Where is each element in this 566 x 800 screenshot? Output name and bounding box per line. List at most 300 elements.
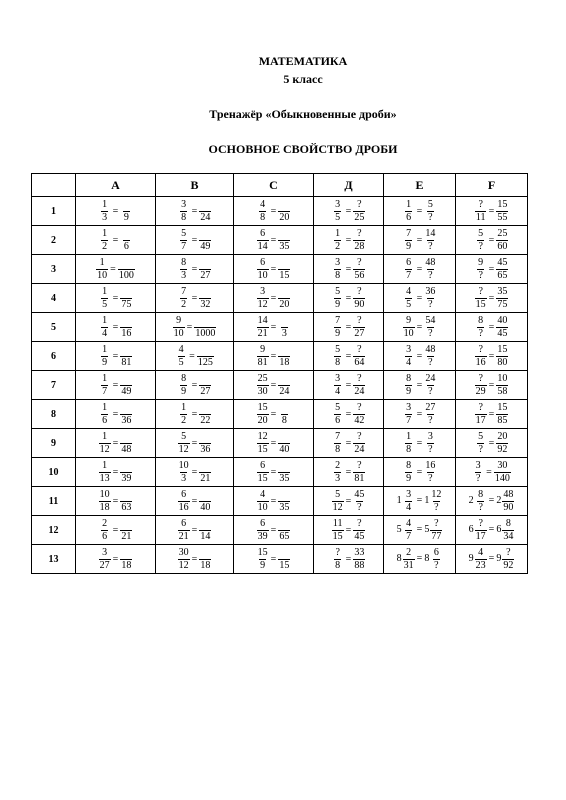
fraction (403, 374, 415, 397)
denominator: 63 (121, 502, 132, 513)
fraction (475, 490, 487, 513)
exercise-cell (234, 545, 314, 574)
numerator: 6 (260, 228, 266, 239)
denominator: 2 (181, 299, 187, 310)
numerator: 8 (406, 460, 412, 471)
numerator: 25 (257, 373, 268, 384)
denominator: 3 (181, 473, 187, 484)
denominator: 8 (335, 357, 341, 368)
fraction (353, 258, 365, 281)
row-number: 10 (32, 458, 76, 487)
denominator: 8 (335, 270, 341, 281)
denominator: ? (478, 270, 483, 281)
fraction (332, 490, 344, 513)
fraction (403, 200, 415, 223)
exercise-cell (76, 284, 156, 313)
denominator: ? (428, 386, 433, 397)
exercise-cell (234, 313, 314, 342)
l-side (99, 316, 111, 339)
numerator: 5 (335, 344, 341, 355)
fraction-equation (178, 519, 212, 542)
trainer-title: Тренажёр «Обыкновенные дроби» (209, 107, 397, 121)
r-side (353, 490, 365, 513)
whole-number: 5 (424, 524, 430, 535)
denominator: 8 (335, 560, 341, 571)
numerator: 3 (406, 488, 412, 500)
numerator: 3 (260, 286, 266, 297)
numerator: 5 (478, 228, 484, 239)
fraction (475, 345, 487, 368)
numerator: 1 (102, 402, 108, 413)
equals-sign: = (191, 495, 198, 507)
denominator: 20 (279, 299, 290, 310)
equals-sign: = (345, 437, 352, 449)
r-side (199, 490, 211, 513)
numerator (122, 316, 132, 327)
fraction (353, 200, 365, 223)
exercise-cell (76, 226, 156, 255)
numerator (201, 200, 211, 211)
equals-sign: = (488, 234, 495, 246)
numerator: 4 (260, 489, 266, 500)
numerator: 48 (425, 344, 436, 355)
denominator: 9 (260, 560, 266, 571)
numerator: ? (357, 402, 362, 413)
fraction (99, 374, 111, 397)
exercise-cell (156, 284, 234, 313)
l-side (332, 548, 344, 571)
fraction (199, 200, 211, 223)
numerator: 1 (406, 199, 412, 210)
fraction (96, 258, 108, 281)
numerator: ? (357, 199, 362, 210)
numerator: 54 (425, 315, 436, 326)
equals-sign: = (345, 408, 352, 420)
exercise-cell (314, 313, 384, 342)
exercise-cell (314, 516, 384, 545)
fraction (353, 345, 365, 368)
column-header: F (456, 174, 528, 197)
l-side (475, 287, 487, 310)
fraction (257, 345, 269, 368)
equals-sign: = (112, 379, 119, 391)
numerator: 4 (178, 344, 184, 355)
fraction-equation (178, 490, 212, 513)
r-side (424, 548, 442, 571)
denominator: 48 (121, 444, 132, 455)
r-side (496, 519, 514, 542)
exercise-cell (156, 487, 234, 516)
numerator: 4 (260, 199, 266, 210)
exercise-cell (456, 458, 528, 487)
numerator: 3 (475, 460, 481, 471)
denominator: 24 (354, 386, 365, 397)
fraction (475, 548, 487, 571)
numerator: 1 (102, 228, 108, 239)
fraction (332, 316, 344, 339)
exercise-cell (384, 516, 456, 545)
denominator: 32 (200, 299, 211, 310)
r-side (199, 229, 211, 252)
fraction-equation (257, 345, 291, 368)
equals-sign: = (416, 263, 423, 275)
denominator: 4 (406, 357, 412, 368)
denominator: 12 (99, 444, 110, 455)
fraction (178, 490, 190, 513)
exercise-cell (314, 458, 384, 487)
l-side (173, 316, 185, 339)
fraction (332, 519, 344, 542)
r-side (120, 316, 132, 339)
fraction-equation (178, 258, 212, 281)
numerator: 1 (102, 286, 108, 297)
numerator: 36 (425, 286, 436, 297)
numerator (280, 229, 290, 240)
denominator: 7 (406, 415, 412, 426)
fraction (332, 258, 344, 281)
denominator: 4 (406, 501, 412, 513)
fraction (178, 461, 190, 484)
numerator: 6 (260, 460, 266, 471)
fraction (120, 316, 132, 339)
equals-sign: = (112, 205, 119, 217)
denominator: 5 (102, 299, 108, 310)
numerator: 3 (427, 431, 433, 442)
fraction (199, 461, 211, 484)
r-side (120, 432, 132, 455)
equals-sign: = (189, 350, 195, 362)
denominator: ? (434, 501, 439, 513)
denominator: 15 (332, 531, 343, 542)
table-row (32, 545, 528, 574)
fraction-equation (475, 316, 509, 339)
fraction (199, 519, 211, 542)
exercise-cell (314, 429, 384, 458)
l-side (257, 258, 269, 281)
fraction (257, 200, 269, 223)
equals-sign: = (112, 350, 119, 362)
equals-sign: = (191, 408, 198, 420)
fraction (257, 374, 269, 397)
equals-sign: = (270, 379, 277, 391)
denominator: 14 (257, 241, 268, 252)
l-side (99, 548, 111, 571)
numerator: 6 (260, 518, 266, 529)
denominator: 6 (406, 212, 412, 223)
r-side (278, 432, 290, 455)
numerator: ? (434, 517, 439, 529)
fraction (332, 374, 344, 397)
denominator: ? (478, 241, 483, 252)
numerator: 15 (497, 402, 508, 413)
numerator: 6 (433, 546, 439, 558)
fraction (278, 548, 290, 571)
denominator: 10 (257, 270, 268, 281)
numerator: 12 (257, 431, 268, 442)
column-header: A (76, 174, 156, 197)
numerator: ? (357, 315, 362, 326)
denominator: ? (478, 328, 483, 339)
l-side (99, 519, 111, 542)
numerator (201, 461, 211, 472)
numerator: 3 (335, 199, 341, 210)
fraction-equation (332, 258, 366, 281)
table-row (32, 255, 528, 284)
numerator: 8 (505, 517, 511, 529)
numerator: ? (478, 199, 483, 210)
r-side (496, 548, 514, 571)
r-side (424, 345, 436, 368)
denominator: 88 (354, 560, 365, 571)
numerator: ? (478, 373, 483, 384)
denominator: 5 (406, 299, 412, 310)
equals-sign: = (345, 553, 352, 565)
equals-sign: = (191, 379, 198, 391)
numerator: ? (506, 546, 511, 558)
fraction (353, 316, 365, 339)
equals-sign: = (345, 321, 352, 333)
equals-sign: = (416, 466, 423, 478)
fraction (257, 403, 269, 426)
numerator (201, 519, 211, 530)
fraction-equation (332, 461, 366, 484)
fraction (430, 548, 442, 571)
fraction (99, 490, 111, 513)
subject-title: МАТЕМАТИКА (258, 54, 348, 68)
row-number: 4 (32, 284, 76, 313)
numerator: ? (357, 228, 362, 239)
denominator: 18 (99, 502, 110, 513)
l-side (332, 345, 344, 368)
fraction (197, 345, 214, 368)
numerator: ? (357, 286, 362, 297)
l-side (397, 519, 415, 542)
equals-sign: = (270, 205, 277, 217)
denominator: 81 (354, 473, 365, 484)
equals-sign: = (416, 234, 423, 246)
row-number: 13 (32, 545, 76, 574)
numerator: 10 (99, 489, 110, 500)
denominator: 45 (497, 328, 508, 339)
denominator: 10 (257, 502, 268, 513)
fraction-equation (332, 490, 366, 513)
exercise-cell (234, 429, 314, 458)
denominator: 3 (281, 328, 287, 339)
fraction (178, 432, 190, 455)
denominator: 9 (406, 473, 412, 484)
exercise-cell (234, 400, 314, 429)
numerator: 2 (102, 518, 108, 529)
denominator: 35 (279, 241, 290, 252)
fraction-equation (403, 345, 437, 368)
denominator: 8 (281, 415, 287, 426)
denominator: 125 (197, 357, 213, 368)
whole-number: 8 (396, 553, 402, 564)
l-side (469, 490, 487, 513)
l-side (475, 229, 487, 252)
denominator: 3 (335, 473, 341, 484)
fraction (496, 229, 508, 252)
numerator (280, 461, 290, 472)
numerator: 3 (406, 402, 412, 413)
fraction (194, 316, 216, 339)
fraction (175, 345, 187, 368)
exercise-cell (314, 226, 384, 255)
l-side (332, 432, 344, 455)
numerator: 14 (425, 228, 436, 239)
equals-sign: = (345, 263, 352, 275)
fraction-equation (403, 258, 437, 281)
fraction-equation (475, 403, 509, 426)
denominator: 7 (406, 530, 412, 542)
l-side (99, 432, 111, 455)
fraction (278, 287, 290, 310)
equals-sign: = (488, 553, 495, 564)
fraction (120, 403, 132, 426)
l-side (403, 258, 415, 281)
numerator: 24 (425, 373, 436, 384)
fraction (353, 461, 365, 484)
r-side (199, 403, 211, 426)
r-side (278, 490, 290, 513)
numerator: 1 (102, 199, 108, 210)
fraction (496, 287, 508, 310)
fraction (494, 461, 511, 484)
equals-sign: = (488, 263, 495, 275)
denominator: 9 (335, 328, 341, 339)
numerator: 8 (181, 373, 187, 384)
fraction (120, 461, 132, 484)
fraction (475, 374, 487, 397)
numerator: ? (357, 460, 362, 471)
equals-sign: = (112, 437, 119, 449)
r-side (278, 200, 290, 223)
fraction (403, 519, 415, 542)
r-side (278, 316, 290, 339)
denominator: 28 (354, 241, 365, 252)
fraction (199, 432, 211, 455)
fraction (199, 490, 211, 513)
fraction-equation (99, 461, 133, 484)
l-side (178, 258, 190, 281)
denominator: 35 (279, 473, 290, 484)
r-side (278, 258, 290, 281)
denominator: 27 (200, 386, 211, 397)
fraction-equation (99, 432, 133, 455)
exercise-cell (76, 197, 156, 226)
denominator: 36 (121, 415, 132, 426)
denominator: 11 (475, 212, 486, 223)
fraction-equation (99, 229, 133, 252)
r-side (353, 258, 365, 281)
denominator: ? (478, 444, 483, 455)
equals-sign: = (112, 495, 119, 507)
r-side (278, 519, 290, 542)
denominator: 12 (257, 299, 268, 310)
denominator: ? (357, 502, 362, 513)
fraction-equation (96, 258, 135, 281)
fraction (257, 519, 269, 542)
exercise-cell (156, 371, 234, 400)
column-header: E (384, 174, 456, 197)
r-side (353, 403, 365, 426)
denominator: 3 (181, 270, 187, 281)
r-side (199, 258, 211, 281)
whole-number: 9 (496, 553, 502, 564)
exercise-cell (314, 197, 384, 226)
fraction-equation (257, 287, 291, 310)
l-side (332, 490, 344, 513)
fraction (502, 490, 514, 513)
row-number: 12 (32, 516, 76, 545)
fraction (403, 490, 415, 513)
denominator: 9 (181, 386, 187, 397)
denominator: 6 (335, 415, 341, 426)
numerator: 10 (178, 460, 189, 471)
numerator (122, 519, 132, 530)
exercise-cell (76, 458, 156, 487)
fraction (403, 432, 415, 455)
exercise-cell (234, 255, 314, 284)
l-side (178, 200, 190, 223)
r-side (120, 374, 132, 397)
fraction (120, 200, 132, 223)
fraction (278, 490, 290, 513)
r-side (496, 229, 508, 252)
fraction-equation (403, 403, 437, 426)
numerator (280, 374, 290, 385)
l-side (257, 345, 269, 368)
column-header: Д (314, 174, 384, 197)
table-row (32, 313, 528, 342)
l-side (472, 461, 484, 484)
fraction (332, 345, 344, 368)
l-side (332, 461, 344, 484)
r-side (424, 403, 436, 426)
denominator: 1000 (195, 328, 216, 339)
fraction (353, 490, 365, 513)
whole-number: 1 (424, 495, 430, 506)
equals-sign: = (270, 553, 277, 565)
fraction-equation (332, 316, 366, 339)
numerator: ? (357, 344, 362, 355)
fraction (178, 403, 190, 426)
numerator: 2 (335, 460, 341, 471)
r-side (353, 432, 365, 455)
denominator: 80 (497, 357, 508, 368)
fraction (353, 519, 365, 542)
fraction (257, 316, 269, 339)
denominator: 12 (178, 560, 189, 571)
fraction (424, 316, 436, 339)
fraction-equation (332, 548, 366, 571)
r-side (120, 519, 132, 542)
equals-sign: = (345, 495, 352, 507)
l-side (257, 461, 269, 484)
l-side (178, 229, 190, 252)
r-side (496, 432, 508, 455)
r-side (424, 287, 436, 310)
fraction-equation (178, 403, 212, 426)
numerator (201, 258, 211, 269)
fraction (118, 258, 135, 281)
l-side (403, 432, 415, 455)
r-side (424, 461, 436, 484)
exercise-cell (234, 284, 314, 313)
row-number: 6 (32, 342, 76, 371)
fraction (496, 432, 508, 455)
table-row (32, 226, 528, 255)
